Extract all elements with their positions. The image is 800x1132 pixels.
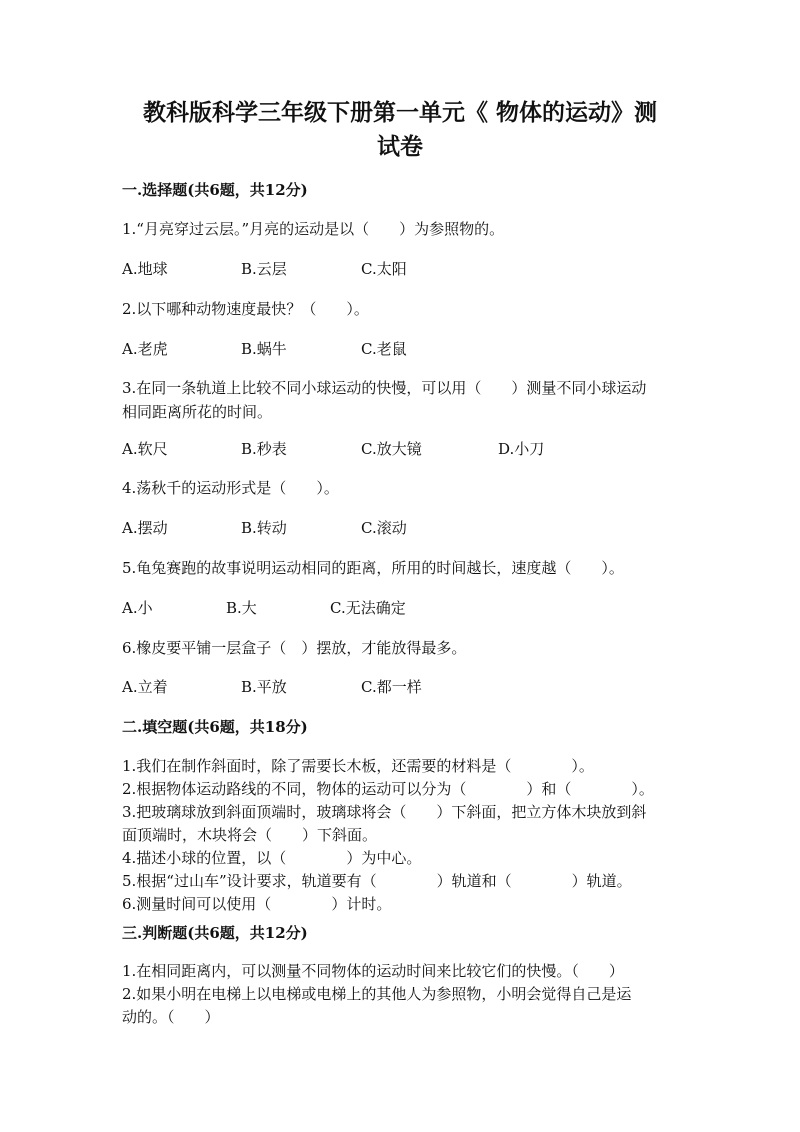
fill-question-6: 6.测量时间可以使用（ ）计时。 (122, 895, 392, 913)
choice-1-option-b: B.云层 (241, 260, 287, 278)
choice-question-3-line-2: 相同距离所花的时间。 (122, 403, 273, 421)
section-heading-judge: 三.判断题(共6题，共12分) (122, 924, 308, 942)
section-heading-choice: 一.选择题(共6题，共12分) (122, 181, 308, 199)
choice-3-option-c: C.放大镜 (361, 440, 422, 458)
choice-question-3-line-1: 3.在同一条轨道上比较不同小球运动的快慢，可以用（ ）测量不同小球运动 (122, 379, 647, 397)
exam-title-line-1: 教科版科学三年级下册第一单元《 物体的运动》测 (142, 99, 657, 126)
choice-3-option-a: A.软尺 (122, 440, 168, 458)
section-heading-fill: 二.填空题(共6题，共18分) (122, 718, 308, 736)
fill-question-3-line-2: 面顶端时，木块将会（ ）下斜面。 (122, 826, 378, 844)
choice-6-option-c: C.都一样 (361, 678, 422, 696)
fill-question-2: 2.根据物体运动路线的不同，物体的运动可以分为（ ）和（ ）。 (122, 780, 654, 798)
fill-question-4: 4.描述小球的位置，以（ ）为中心。 (122, 849, 422, 867)
choice-5-option-c: C.无法确定 (330, 599, 406, 617)
choice-question-2: 2.以下哪种动物速度最快？（ ）。 (122, 300, 369, 318)
choice-4-option-c: C.滚动 (361, 519, 407, 537)
choice-5-option-a: A.小 (122, 599, 153, 617)
choice-6-option-a: A.立着 (122, 678, 168, 696)
choice-5-option-b: B.大 (226, 599, 257, 617)
choice-1-option-a: A.地球 (122, 260, 168, 278)
choice-4-option-a: A.摆动 (122, 519, 168, 537)
judge-question-1: 1.在相同距离内，可以测量不同物体的运动时间来比较它们的快慢。（ ） (122, 962, 624, 980)
choice-2-option-c: C.老鼠 (361, 340, 407, 358)
fill-question-5: 5.根据“过山车”设计要求，轨道要有（ ）轨道和（ ）轨道。 (122, 872, 632, 890)
choice-question-5: 5.龟兔赛跑的故事说明运动相同的距离，所用的时间越长，速度越（ ）。 (122, 559, 624, 577)
choice-2-option-a: A.老虎 (122, 340, 168, 358)
choice-3-option-b: B.秒表 (241, 440, 287, 458)
judge-question-2-line-1: 2.如果小明在电梯上以电梯或电梯上的其他人为参照物，小明会觉得自己是运 (122, 985, 632, 1003)
judge-question-2-line-2: 动的。（ ） (122, 1008, 220, 1026)
choice-3-option-d: D.小刀 (498, 440, 545, 458)
choice-question-4: 4.荡秋千的运动形式是（ ）。 (122, 479, 339, 497)
choice-4-option-b: B.转动 (241, 519, 287, 537)
exam-title-line-2: 试卷 (377, 133, 423, 160)
choice-question-6: 6.橡皮要平铺一层盒子（ ）摆放，才能放得最多。 (122, 639, 467, 657)
choice-6-option-b: B.平放 (241, 678, 287, 696)
choice-2-option-b: B.蜗牛 (241, 340, 287, 358)
fill-question-3-line-1: 3.把玻璃球放到斜面顶端时，玻璃球将会（ ）下斜面，把立方体木块放到斜 (122, 803, 647, 821)
choice-1-option-c: C.太阳 (361, 260, 407, 278)
fill-question-1: 1.我们在制作斜面时，除了需要长木板，还需要的材料是（ ）。 (122, 757, 594, 775)
choice-question-1: 1.“月亮穿过云层。”月亮的运动是以（ ）为参照物的。 (122, 220, 505, 238)
